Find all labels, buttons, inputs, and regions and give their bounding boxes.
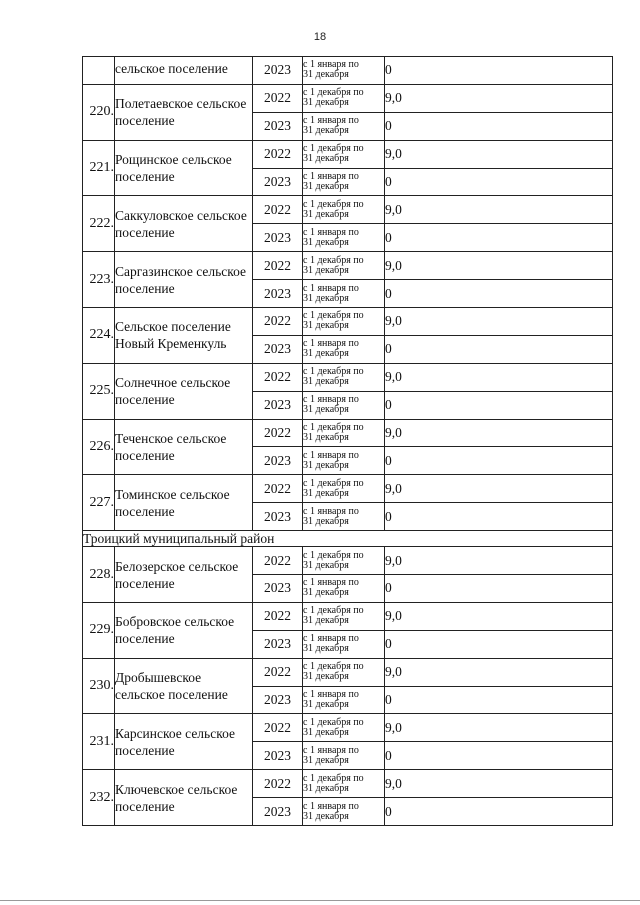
- year-cell: 2023: [253, 447, 303, 475]
- period-line-1: с 1 декабря по: [303, 254, 364, 266]
- year-cell: 2022: [253, 196, 303, 224]
- period-line-1: с 1 января по: [303, 744, 359, 756]
- period-cell: [303, 686, 385, 714]
- settlement-name-cell: Бобровское сельское поселение: [115, 602, 253, 658]
- period-line-2: 31 декабря: [303, 559, 349, 571]
- year-cell: 2023: [253, 168, 303, 196]
- rate-value-cell: 0: [385, 798, 613, 826]
- rate-value-cell: 9,0: [385, 602, 613, 630]
- period-line-1: с 1 января по: [303, 633, 359, 645]
- period-line-1: с 1 декабря по: [303, 366, 364, 378]
- period-line-2: 31 декабря: [303, 69, 349, 81]
- period-line-1: с 1 января по: [303, 338, 359, 350]
- table-row: [83, 770, 613, 798]
- year-cell: 2022: [253, 308, 303, 336]
- page-number: 18: [313, 31, 327, 43]
- period-line-1: с 1 декабря по: [303, 716, 364, 728]
- year-cell: 2023: [253, 798, 303, 826]
- table-row: [83, 140, 613, 168]
- district-header-row: [83, 531, 613, 547]
- rate-value-cell: 0: [385, 447, 613, 475]
- period-line-2: 31 декабря: [303, 125, 349, 137]
- settlement-name-cell: Полетаевское сельское поселение: [115, 84, 253, 140]
- period-line-2: 31 декабря: [303, 671, 349, 683]
- period-cell: [303, 363, 385, 391]
- rate-value-cell: 9,0: [385, 475, 613, 503]
- year-cell: 2023: [253, 224, 303, 252]
- rate-value-cell: 9,0: [385, 140, 613, 168]
- row-number-cell: 229.: [83, 602, 115, 658]
- period-cell: [303, 742, 385, 770]
- row-number-cell: 224.: [83, 308, 115, 364]
- rate-value-cell: 0: [385, 503, 613, 531]
- period-line-1: с 1 января по: [303, 171, 359, 182]
- period-line-1: с 1 января по: [303, 115, 359, 127]
- period-line-2: 31 декабря: [303, 320, 349, 332]
- year-cell: 2022: [253, 547, 303, 575]
- table-body-section-b: [83, 547, 613, 826]
- row-number-cell: 231.: [83, 714, 115, 770]
- settlement-name-cell: Ключевское сельское поселение: [115, 770, 253, 826]
- period-cell: [303, 575, 385, 603]
- period-line-1: с 1 января по: [303, 689, 359, 701]
- rate-value-cell: 9,0: [385, 196, 613, 224]
- period-line-1: с 1 декабря по: [303, 477, 364, 489]
- year-cell: 2023: [253, 630, 303, 658]
- period-line-2: 31 декабря: [303, 587, 349, 599]
- row-number-cell: 223.: [83, 252, 115, 308]
- rate-value-cell: 9,0: [385, 419, 613, 447]
- table-row: [83, 714, 613, 742]
- period-line-2: 31 декабря: [303, 264, 349, 276]
- table-row: [83, 658, 613, 686]
- period-line-2: 31 декабря: [303, 515, 349, 527]
- district-name: Троицкий муниципальный район: [83, 531, 613, 547]
- rate-value-cell: 9,0: [385, 770, 613, 798]
- year-cell: 2022: [253, 419, 303, 447]
- period-line-2: 31 декабря: [303, 97, 349, 109]
- period-line-1: с 1 декабря по: [303, 87, 364, 99]
- period-line-2: 31 декабря: [303, 432, 349, 444]
- period-cell: [303, 630, 385, 658]
- rate-value-cell: 9,0: [385, 658, 613, 686]
- row-number-cell: 230.: [83, 658, 115, 714]
- period-line-2: 31 декабря: [303, 348, 349, 360]
- period-cell: [303, 447, 385, 475]
- period-cell: [303, 252, 385, 280]
- period-line-1: с 1 декабря по: [303, 143, 364, 155]
- period-line-1: с 1 января по: [303, 59, 359, 71]
- row-number-cell: 220.: [83, 84, 115, 140]
- period-cell: [303, 602, 385, 630]
- row-number-cell: 232.: [83, 770, 115, 826]
- settlement-name-cell: Теченское сельское поселение: [115, 419, 253, 475]
- period-cell: [303, 112, 385, 140]
- period-cell: [303, 280, 385, 308]
- period-line-1: с 1 января по: [303, 800, 359, 812]
- period-cell: [303, 798, 385, 826]
- rate-value-cell: 0: [385, 280, 613, 308]
- period-line-2: 31 декабря: [303, 404, 349, 416]
- row-number-cell: 228.: [83, 547, 115, 603]
- period-line-2: 31 декабря: [303, 376, 349, 388]
- period-line-1: с 1 января по: [303, 394, 359, 406]
- table-row: [83, 363, 613, 391]
- row-number-cell: 221.: [83, 140, 115, 196]
- table-row: [83, 547, 613, 575]
- table-body-section-a: [83, 57, 613, 531]
- year-cell: 2023: [253, 686, 303, 714]
- year-cell: 2023: [253, 335, 303, 363]
- rate-value-cell: 0: [385, 224, 613, 252]
- period-line-2: 31 декабря: [303, 643, 349, 655]
- period-line-1: с 1 января по: [303, 282, 359, 294]
- period-line-1: с 1 декабря по: [303, 549, 364, 561]
- period-cell: [303, 140, 385, 168]
- period-line-2: 31 декабря: [303, 236, 349, 248]
- settlement-name-cell: Саргазинское сельское поселение: [115, 252, 253, 308]
- district-header-section: [83, 531, 613, 547]
- period-cell: [303, 547, 385, 575]
- rate-value-cell: 0: [385, 391, 613, 419]
- period-line-1: с 1 декабря по: [303, 422, 364, 434]
- settlement-name-cell: сельское поселение: [115, 57, 253, 85]
- period-line-2: 31 декабря: [303, 615, 349, 627]
- rate-value-cell: 0: [385, 112, 613, 140]
- period-cell: [303, 503, 385, 531]
- table-row: [83, 308, 613, 336]
- rate-value-cell: 0: [385, 168, 613, 196]
- year-cell: 2022: [253, 658, 303, 686]
- period-line-1: с 1 января по: [303, 577, 359, 589]
- year-cell: 2022: [253, 714, 303, 742]
- period-cell: [303, 658, 385, 686]
- period-line-1: с 1 декабря по: [303, 310, 364, 322]
- table-row: [83, 196, 613, 224]
- footer-divider: [0, 900, 640, 901]
- settlement-name-cell: Саккуловское сельское поселение: [115, 196, 253, 252]
- settlement-name-cell: Дробышевское сельское поселение: [115, 658, 253, 714]
- period-cell: [303, 475, 385, 503]
- period-line-1: с 1 декабря по: [303, 661, 364, 673]
- rate-value-cell: 0: [385, 742, 613, 770]
- rate-value-cell: 9,0: [385, 84, 613, 112]
- year-cell: 2022: [253, 84, 303, 112]
- period-cell: [303, 168, 385, 196]
- rate-value-cell: 9,0: [385, 308, 613, 336]
- settlement-name-cell: Карсинское сельское поселение: [115, 714, 253, 770]
- rate-value-cell: 9,0: [385, 547, 613, 575]
- period-cell: [303, 196, 385, 224]
- period-line-1: с 1 декабря по: [303, 605, 364, 617]
- rate-value-cell: 9,0: [385, 714, 613, 742]
- period-cell: [303, 308, 385, 336]
- settlement-name-cell: Рощинское сельское поселение: [115, 140, 253, 196]
- table-row-continuation: [83, 57, 613, 85]
- row-number-cell: 227.: [83, 475, 115, 531]
- year-cell: 2023: [253, 280, 303, 308]
- period-line-2: 31 декабря: [303, 208, 349, 220]
- year-cell: 2023: [253, 575, 303, 603]
- row-number-cell: 226.: [83, 419, 115, 475]
- settlements-table: [82, 56, 613, 826]
- year-cell: 2022: [253, 252, 303, 280]
- period-line-1: с 1 января по: [303, 226, 359, 238]
- period-line-2: 31 декабря: [303, 292, 349, 304]
- table-row: [83, 602, 613, 630]
- period-line-1: с 1 января по: [303, 505, 359, 517]
- table-row: [83, 252, 613, 280]
- rate-value-cell: 9,0: [385, 252, 613, 280]
- period-cell: [303, 419, 385, 447]
- period-line-1: с 1 января по: [303, 449, 359, 461]
- settlement-name-cell: Сельское поселение Новый Кременкуль: [115, 308, 253, 364]
- period-line-2: 31 декабря: [303, 153, 349, 165]
- table-row: [83, 475, 613, 503]
- period-cell: [303, 57, 385, 85]
- settlement-name-cell: Солнечное сельское поселение: [115, 363, 253, 419]
- period-cell: [303, 224, 385, 252]
- rate-value-cell: 0: [385, 57, 613, 85]
- period-line-2: 31 декабря: [303, 754, 349, 766]
- row-number-cell: 225.: [83, 363, 115, 419]
- settlement-name-cell: Томинское сельское поселение: [115, 475, 253, 531]
- year-cell: 2022: [253, 770, 303, 798]
- period-cell: [303, 391, 385, 419]
- period-line-1: с 1 декабря по: [303, 772, 364, 784]
- year-cell: 2022: [253, 140, 303, 168]
- row-number-cell: 222.: [83, 196, 115, 252]
- year-cell: 2023: [253, 112, 303, 140]
- rate-value-cell: 0: [385, 686, 613, 714]
- year-cell: 2023: [253, 57, 303, 85]
- rate-value-cell: 0: [385, 335, 613, 363]
- period-cell: [303, 770, 385, 798]
- period-line-1: с 1 декабря по: [303, 198, 364, 210]
- period-line-2: 31 декабря: [303, 810, 349, 822]
- period-cell: [303, 335, 385, 363]
- period-line-2: 31 декабря: [303, 459, 349, 471]
- period-cell: [303, 714, 385, 742]
- rate-value-cell: 9,0: [385, 363, 613, 391]
- year-cell: 2023: [253, 503, 303, 531]
- table-row: [83, 419, 613, 447]
- year-cell: 2022: [253, 475, 303, 503]
- row-number-cell: [83, 57, 115, 85]
- year-cell: 2022: [253, 363, 303, 391]
- settlement-name-cell: Белозерское сельское поселение: [115, 547, 253, 603]
- period-line-2: 31 декабря: [303, 181, 349, 192]
- period-line-2: 31 декабря: [303, 487, 349, 499]
- period-line-2: 31 декабря: [303, 782, 349, 794]
- period-line-2: 31 декабря: [303, 726, 349, 738]
- year-cell: 2023: [253, 742, 303, 770]
- year-cell: 2023: [253, 391, 303, 419]
- year-cell: 2022: [253, 602, 303, 630]
- period-line-2: 31 декабря: [303, 699, 349, 711]
- rate-value-cell: 0: [385, 575, 613, 603]
- rate-value-cell: 0: [385, 630, 613, 658]
- table-row: [83, 84, 613, 112]
- period-cell: [303, 84, 385, 112]
